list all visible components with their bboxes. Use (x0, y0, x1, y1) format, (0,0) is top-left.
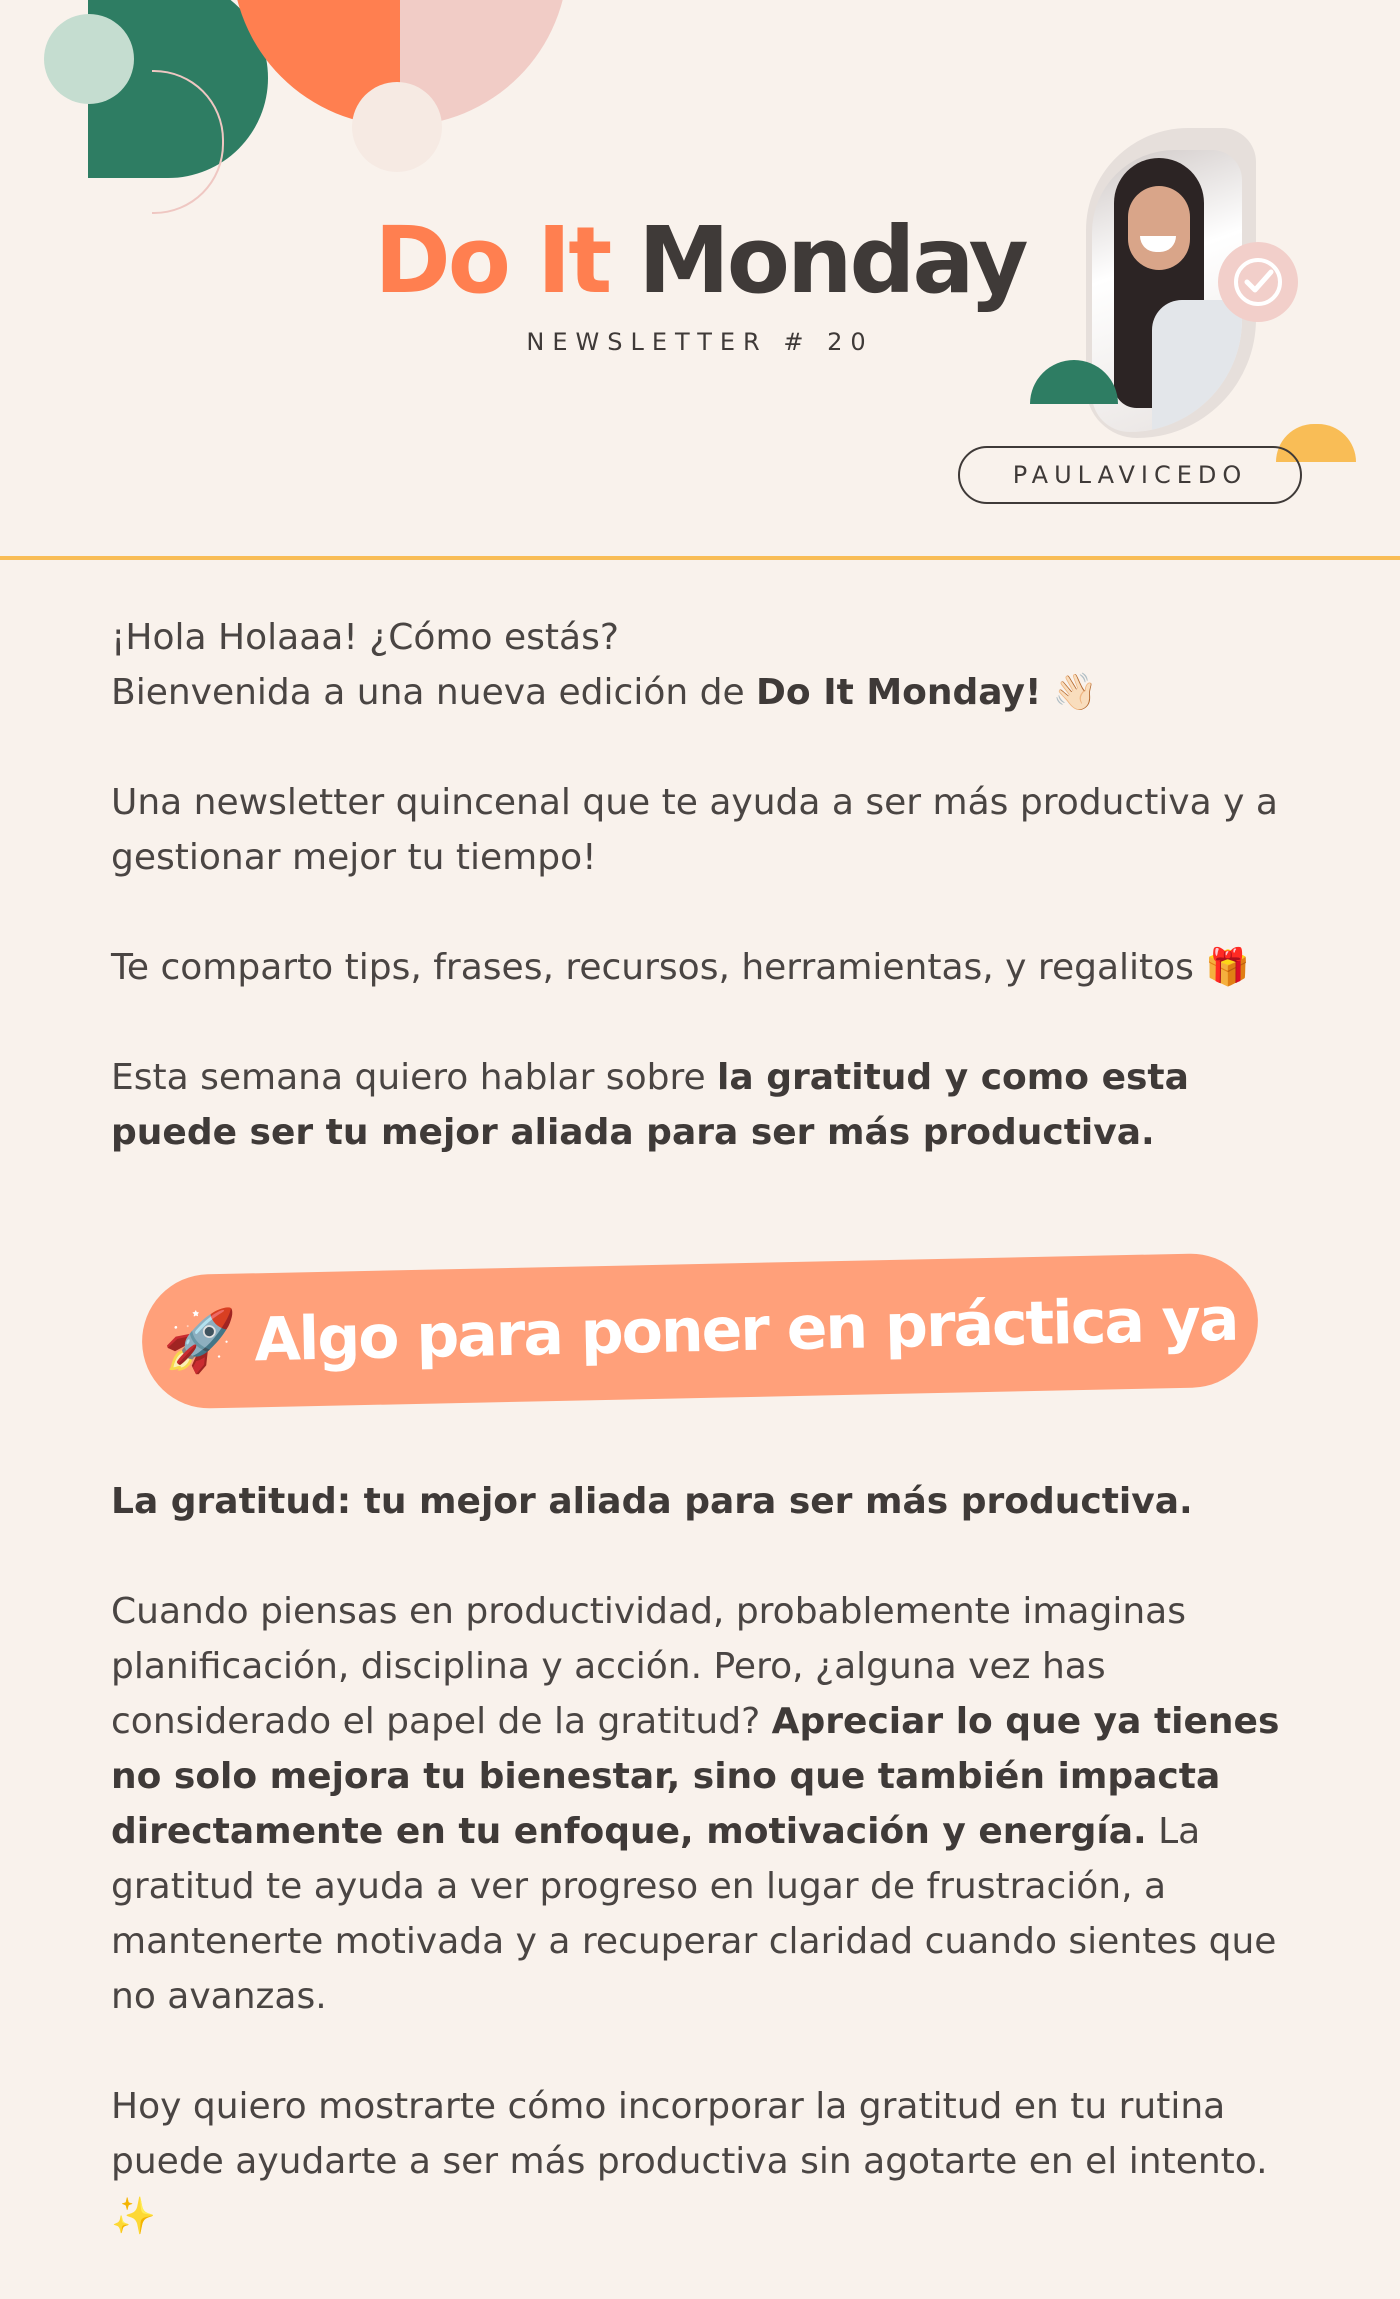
section-banner (141, 1252, 1260, 1409)
cream-circle-decoration (352, 82, 442, 172)
section-heading-paragraph (111, 1474, 1301, 1529)
section-p1-start: Cuando piensas en productividad, probablemente imaginas planificación, disciplina y acción. Pero, ¿alguna vez has considerado el papel de la gratitud? (111, 1591, 1186, 1742)
topic-bold: la gratitud y como esta puede ser tu mejor aliada para ser más productiva. (111, 1057, 1189, 1153)
greeting-line: ¡Hola Holaaa! ¿Cómo estás? (111, 617, 619, 658)
offer-text: Te comparto tips, frases, recursos, herramientas, y regalitos (111, 947, 1194, 988)
section-paragraph-1 (111, 1584, 1301, 2024)
gift-icon: 🎁 (1205, 947, 1251, 988)
section-heading: La gratitud: tu mejor aliada para ser más productiva. (111, 1481, 1193, 1522)
mint-circle-decoration (44, 14, 134, 104)
offer-paragraph (111, 940, 1301, 995)
intro-section (111, 610, 1301, 1215)
section-p2-text: Hoy quiero mostrarte cómo incorporar la gratitud en tu rutina puede ayudarte a ser más productiva sin agotarte en el intento. (111, 2086, 1268, 2182)
section-p1-end: La gratitud te ayuda a ver progreso en lugar de frustración, a mantenerte motivada y a recuperar claridad cuando sientes que no avanzas. (111, 1811, 1277, 2017)
topic-paragraph (111, 1050, 1301, 1160)
title-part-monday: Monday (638, 207, 1026, 314)
welcome-text: Bienvenida a una nueva edición de (111, 672, 757, 713)
author-name-badge[interactable]: PAULAVICEDO (958, 446, 1302, 504)
section-p1-bold: Apreciar lo que ya tienes no solo mejora tu bienestar, sino que también impacta directamente en tu enfoque, motivación y energía. (111, 1701, 1280, 1852)
newsletter-issue-number: NEWSLETTER # 20 (526, 328, 874, 356)
gratitude-section (111, 1474, 1301, 2299)
sparkles-icon: ✨ (111, 2196, 156, 2237)
wave-hand-icon: 👋🏻 (1052, 672, 1098, 713)
rocket-icon: 🚀 (161, 1305, 237, 1378)
welcome-brand: Do It Monday! (756, 672, 1042, 713)
photo-shirt-shape (1152, 300, 1242, 432)
description-paragraph: Una newsletter quincenal que te ayuda a ser más productiva y a gestionar mejor tu tiempo! (111, 782, 1278, 878)
title-part-do-it: Do It (374, 207, 610, 314)
greeting-paragraph (111, 610, 1301, 720)
photo-face-shape (1128, 186, 1190, 270)
check-circle-icon (1230, 254, 1286, 310)
check-badge (1218, 242, 1298, 322)
header-divider (0, 556, 1400, 560)
banner-label: Algo para poner en práctica ya (253, 1284, 1239, 1376)
topic-text: Esta semana quiero hablar sobre (111, 1057, 718, 1098)
section-paragraph-2 (111, 2079, 1301, 2244)
